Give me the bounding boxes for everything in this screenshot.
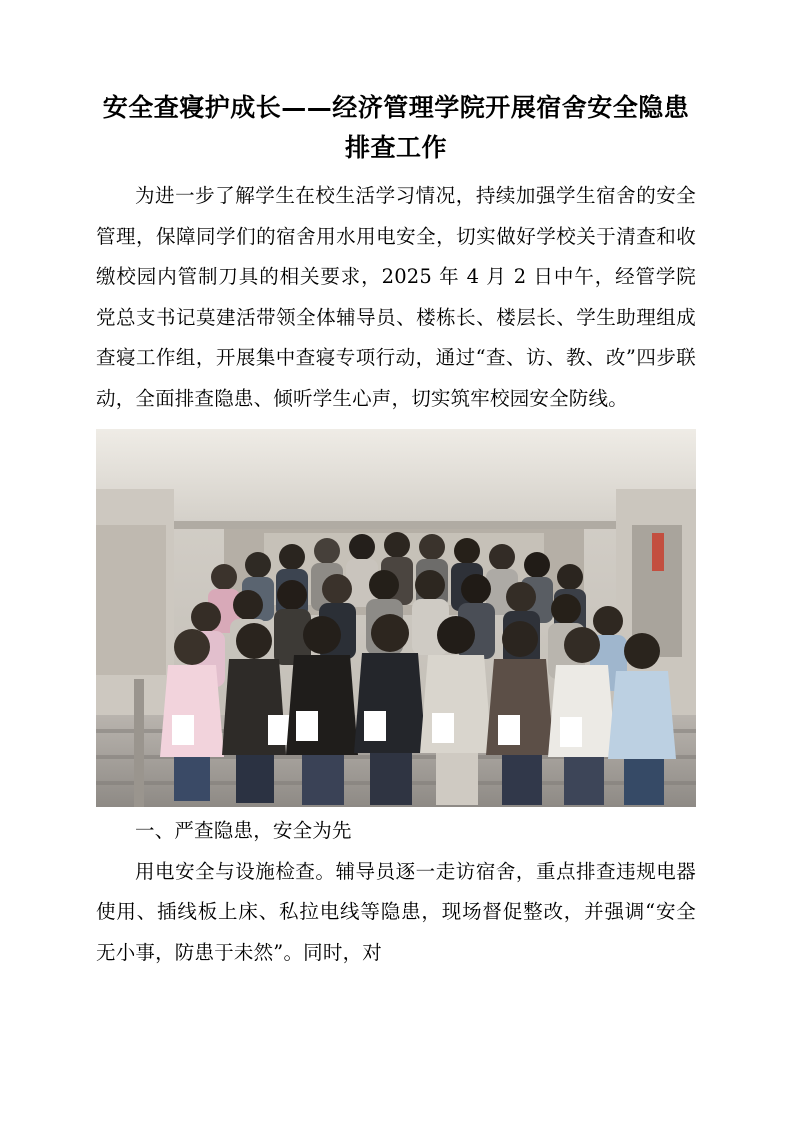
body-paragraph-2: 用电安全与设施检查。辅导员逐一走访宿舍，重点排查违规电器使用、插线板上床、私拉电线等隐患，现场督促整改，并强调“安全无小事，防患于未然”。同时，对	[96, 859, 696, 964]
page-title: 安全查寝护成长——经济管理学院开展宿舍安全隐患排查工作	[102, 93, 690, 162]
body-paragraph-1: 为进一步了解学生在校生活学习情况，持续加强学生宿舍的安全管理，保障同学们的宿舍用水用电安全，切实做好学校关于清查和收缴校园内管制刀具的相关要求，2025 年 4 月 2 日中午，经管学院党总支书记莫建活带领全体辅导员、楼栋长、楼层长、学生助理组成查寝工作组，开展集中查寝专项行动，通过“查、访、教、改”四步联动，全面排查隐患、倾听学生心声，切实筑牢校园安全防线。	[96, 184, 696, 410]
document-content	[96, 88, 696, 973]
group-photo-figure	[96, 429, 696, 807]
group-photo-image	[96, 429, 696, 807]
section-heading: 一、严查隐患，安全为先	[135, 819, 352, 842]
